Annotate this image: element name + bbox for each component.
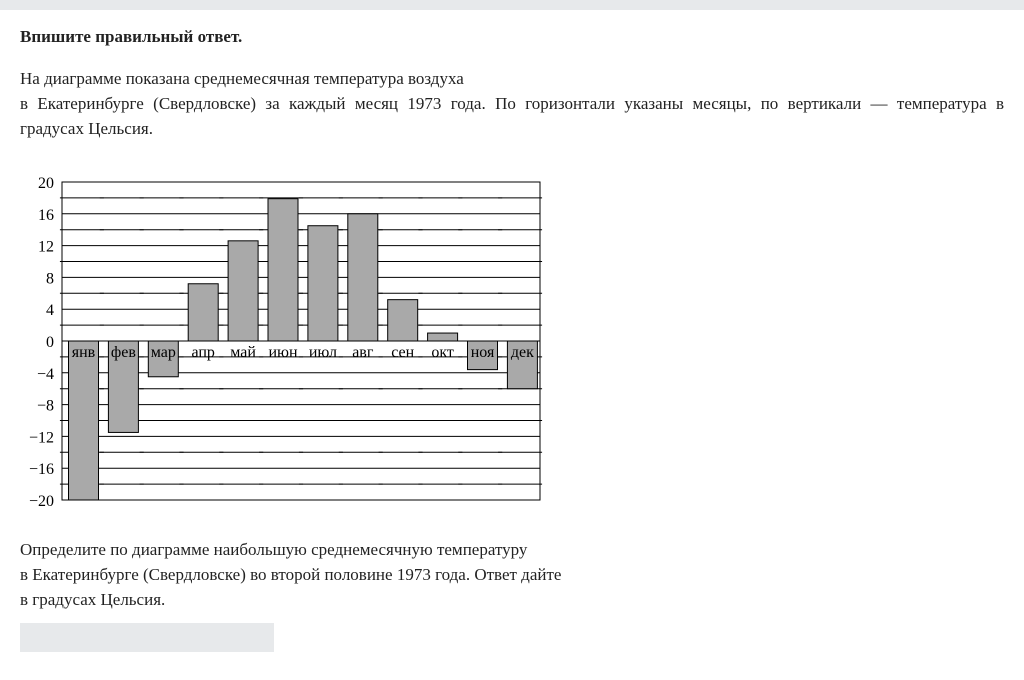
y-tick-label: 8 — [46, 270, 54, 288]
bar — [348, 214, 378, 341]
bar — [308, 226, 338, 341]
x-tick-label: июн — [268, 344, 298, 361]
x-tick-label: фев — [110, 344, 136, 361]
y-tick-label: 4 — [46, 302, 54, 320]
bar — [228, 241, 258, 341]
y-tick-label: −4 — [36, 365, 54, 383]
answer-input[interactable] — [20, 623, 274, 652]
x-tick-label: окт — [431, 344, 454, 361]
y-tick-label: −12 — [28, 429, 54, 447]
y-tick-label: −20 — [28, 493, 54, 510]
y-tick-label: 0 — [46, 334, 54, 351]
question-line-1: Определите по диаграмме наибольшую среднемесячную температуру — [20, 540, 528, 559]
bar — [69, 341, 99, 500]
bar — [188, 284, 218, 341]
question-line-2: в Екатеринбурге (Свердловске) во второй половине 1973 года. Ответ дайте — [20, 565, 562, 584]
y-tick-label: 12 — [38, 238, 54, 256]
x-tick-label: сен — [391, 344, 415, 361]
x-tick-label: мар — [150, 344, 176, 361]
question-line-3: в градусах Цельсия. — [20, 590, 166, 609]
problem-line-2: в Екатеринбурге (Свердловске) за каждый месяц 1973 года. По горизонтали указаны месяцы, по вертикали — температура в — [20, 94, 1004, 113]
x-tick-label: авг — [352, 344, 374, 361]
x-tick-label: ноя — [470, 344, 495, 361]
y-tick-label: 20 — [38, 175, 54, 192]
x-tick-label: дек — [510, 344, 534, 361]
x-tick-label: янв — [71, 344, 96, 361]
question-text — [20, 537, 561, 612]
y-tick-label: 16 — [38, 206, 54, 224]
problem-line-3: градусах Цельсия. — [20, 119, 153, 138]
x-tick-label: июл — [308, 344, 337, 361]
x-tick-label: май — [230, 344, 256, 361]
bar — [388, 300, 418, 341]
y-tick-label: −16 — [28, 461, 54, 479]
instruction-heading: Впишите правильный ответ. — [20, 27, 243, 46]
top-bar — [0, 0, 1024, 10]
x-tick-label: апр — [191, 344, 215, 361]
chart-svg — [0, 160, 560, 520]
bar — [268, 199, 298, 341]
problem-line-1: На диаграмме показана среднемесячная температура воздуха — [20, 69, 464, 88]
bar — [428, 333, 458, 341]
y-tick-label: −8 — [36, 397, 54, 415]
problem-text — [20, 66, 1004, 141]
temperature-chart — [0, 160, 560, 520]
